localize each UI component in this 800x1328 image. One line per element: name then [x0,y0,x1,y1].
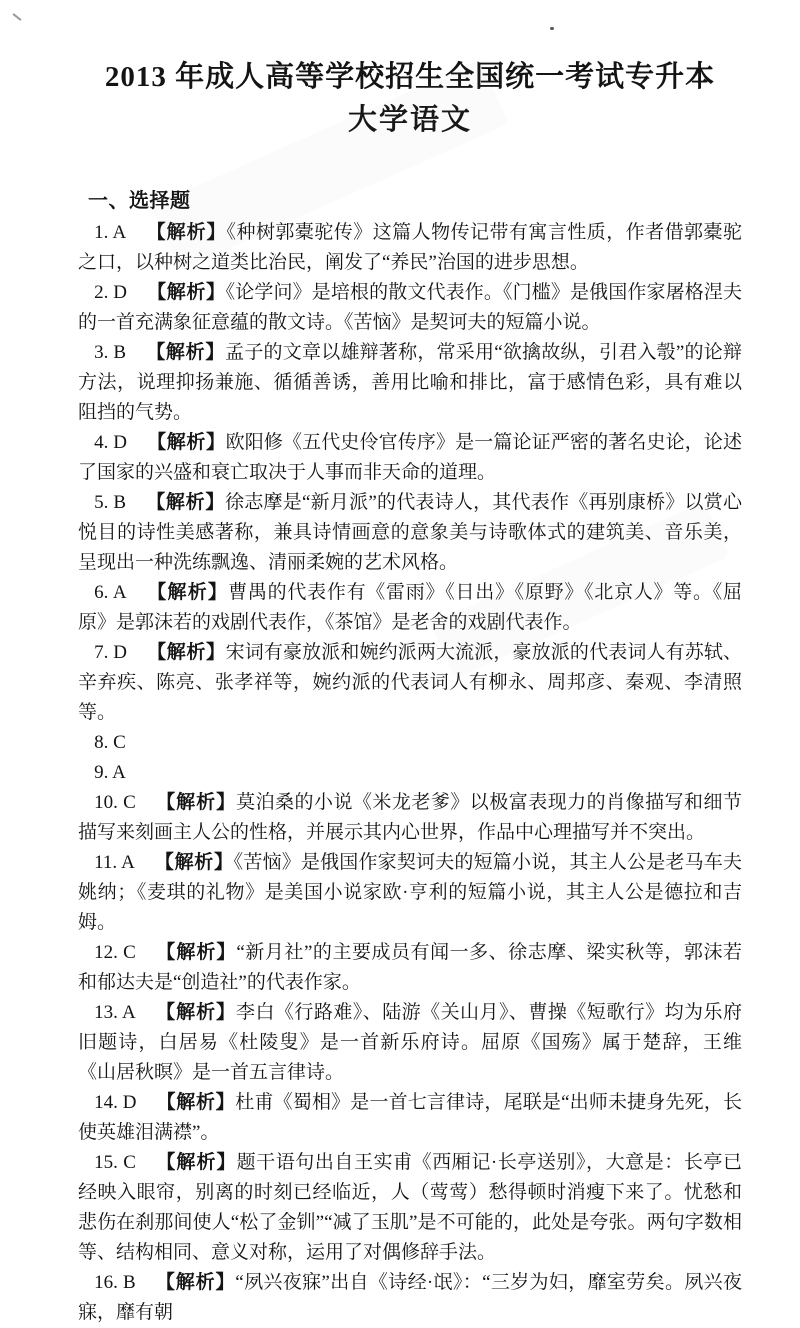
answer-item-8 [78,728,742,758]
question-answer: 1. A [94,222,127,243]
analysis-text: “夙兴夜寐”出自《诗经·氓》：“三岁为妇，靡室劳矣。夙兴夜寐，靡有朝 [78,1272,742,1323]
scan-speck [12,13,21,21]
answer-item-1 [78,218,742,278]
question-answer: 3. B [94,342,127,363]
exam-title: 2013 年成人高等学校招生全国统一考试专升本 [104,61,716,93]
answer-item-2 [78,278,742,338]
analysis-tag: 【解析】 [146,282,226,303]
question-answer: 2. D [94,282,127,303]
analysis-text: 杜甫《蜀相》是一首七言律诗，尾联是“出师未捷身先死，长使英雄泪满襟”。 [78,1092,742,1143]
answer-item-5 [78,488,742,578]
question-answer: 14. D [94,1092,137,1113]
question-answer: 5. B [94,492,127,513]
question-answer: 15. C [94,1152,136,1173]
analysis-tag: 【解析】 [154,852,234,873]
analysis-tag: 【解析】 [155,1002,237,1023]
analysis-tag: 【解析】 [145,492,226,513]
analysis-text: 题干语句出自王实甫《西厢记·长亭送别》，大意是：长亭已经映入眼帘，别离的时刻已经临近，人（莺莺）愁得顿时消瘦下来了。忧愁和悲伤在刹那间使人“松了金钏”“减了玉肌”是不可能的，此处是夸张。两句字数相等、结构相同、意义对称，运用了对偶修辞手法。 [78,1152,742,1263]
analysis-tag: 【解析】 [156,1092,236,1113]
analysis-text: 徐志摩是“新月派”的代表诗人，其代表作《再别康桥》以赏心悦目的诗性美感著称，兼具诗情画意的意象美与诗歌体式的建筑美、音乐美，呈现出一种洗练飘逸、清丽柔婉的艺术风格。 [78,492,742,573]
analysis-tag: 【解析】 [145,342,226,363]
answer-item-7 [78,638,742,728]
answer-item-13 [78,998,742,1088]
analysis-text: 《论学问》是培根的散文代表作。《门槛》是俄国作家屠格涅夫的一首充满象征意蕴的散文诗。《苦恼》是契诃夫的短篇小说。 [78,282,742,333]
analysis-tag: 【解析】 [155,942,237,963]
answer-item-3 [78,338,742,428]
analysis-text: 莫泊桑的小说《米龙老爹》以极富表现力的肖像描写和细节描写来刻画主人公的性格，并展示其内心世界，作品中心理描写并不突出。 [78,792,742,843]
answer-key-content [78,186,742,1328]
question-answer: 12. C [94,942,136,963]
answer-item-6 [78,578,742,638]
answer-item-16 [78,1268,742,1328]
analysis-text: 李白《行路难》、陆游《关山月》、曹操《短歌行》均为乐府旧题诗，白居易《杜陵叟》是一首新乐府诗。屈原《国殇》属于楚辞，王维《山居秋暝》是一首五言律诗。 [78,1002,742,1083]
analysis-text: 宋词有豪放派和婉约派两大流派，豪放派的代表词人有苏轼、辛弃疾、陈亮、张孝祥等，婉约派的代表词人有柳永、周邦彦、秦观、李清照等。 [78,642,742,723]
answer-item-11 [78,848,742,938]
section-heading: 一、选择题 [88,190,191,212]
question-answer: 4. D [94,432,127,453]
answer-item-4 [78,428,742,488]
question-answer: 6. A [94,582,127,603]
question-answer: 11. A [94,852,135,873]
answer-item-12 [78,938,742,998]
analysis-tag: 【解析】 [146,222,227,243]
analysis-tag: 【解析】 [146,432,226,453]
exam-subject-title: 大学语文 [347,104,472,136]
analysis-tag: 【解析】 [155,1272,236,1293]
answer-item-10 [78,788,742,848]
question-answer: 13. A [94,1002,136,1023]
analysis-text: 《种树郭橐驼传》这篇人物传记带有寓言性质，作者借郭橐驼之口，以种树之道类比治民，阐发了“养民”治国的进步思想。 [78,222,742,273]
analysis-text: “新月社”的主要成员有闻一多、徐志摩、梁实秋等，郭沫若和郁达夫是“创造社”的代表作家。 [78,942,742,993]
analysis-text: 欧阳修《五代史伶官传序》是一篇论证严密的著名史论，论述了国家的兴盛和衰亡取决于人事而非天命的道理。 [78,432,742,483]
question-answer: 9. A [94,762,126,783]
answer-item-9 [78,758,742,788]
analysis-tag: 【解析】 [155,1152,237,1173]
answer-item-14 [78,1088,742,1148]
question-answer: 16. B [94,1272,136,1293]
analysis-text: 曹禺的代表作有《雷雨》《日出》《原野》《北京人》等。《屈原》是郭沫若的戏剧代表作，《茶馆》是老舍的戏剧代表作。 [78,582,742,633]
analysis-text: 孟子的文章以雄辩著称，常采用“欲擒故纵，引君入彀”的论辩方法，说理抑扬兼施、循循善诱，善用比喻和排比，富于感情色彩，具有难以阻挡的气势。 [78,342,742,423]
question-answer: 8. C [94,732,126,753]
analysis-text: 《苦恼》是俄国作家契诃夫的短篇小说，其主人公是老马车夫姚纳；《麦琪的礼物》是美国小说家欧·亨利的短篇小说，其主人公是德拉和吉姆。 [78,852,742,933]
analysis-tag: 【解析】 [155,792,237,813]
question-answer: 10. C [94,792,136,813]
scan-speck [550,27,554,30]
question-answer: 7. D [94,642,127,663]
analysis-tag: 【解析】 [146,642,226,663]
analysis-tag: 【解析】 [146,582,229,603]
answer-item-15 [78,1148,742,1268]
